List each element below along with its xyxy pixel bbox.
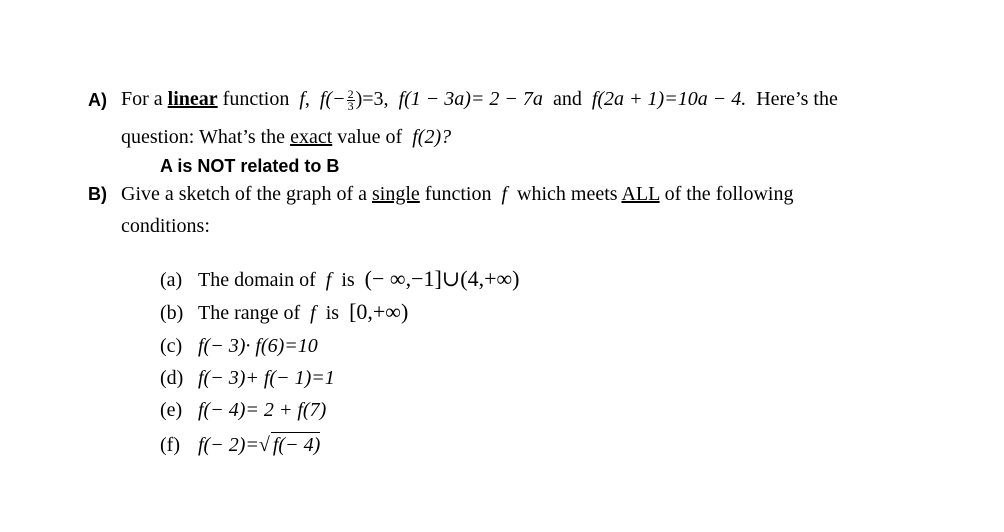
fraction-two-thirds (347, 86, 355, 113)
math-cond1-post: )=3, (355, 88, 389, 110)
condition-tag: (e) (160, 399, 183, 421)
part-a-label: A) (88, 90, 107, 110)
math-f: f (310, 302, 316, 324)
text-of-following: of the following (664, 183, 794, 205)
condition-text: The range of (198, 302, 301, 324)
condition-text: The domain of (198, 269, 316, 291)
math-f: f (299, 88, 305, 110)
math-domain: (− ∞,−1]∪(4,+∞) (364, 266, 520, 291)
math-cond3: f(2a + 1)=10a − 4. (591, 88, 747, 110)
text-for-a: For a (121, 88, 163, 110)
math-expression: f(− 3)+ f(− 1)=1 (198, 367, 335, 389)
math-expression: f(− 4)= 2 + f(7) (198, 399, 327, 421)
part-a-line-1 (121, 87, 838, 112)
text-is: is (325, 302, 340, 324)
text-value-of: value of (337, 126, 403, 148)
text-single: single (372, 183, 420, 205)
fraction-numerator: 2 (347, 86, 354, 101)
part-b-label: B) (88, 184, 107, 204)
comma: , (304, 88, 310, 110)
text-exact: exact (290, 126, 333, 148)
math-expression: f(− 3)· f(6)=10 (198, 335, 318, 357)
part-b-line-1 (121, 182, 793, 206)
text-heres-the: Here’s the (756, 88, 838, 110)
condition-tag: (b) (160, 302, 184, 324)
part-a-line-2 (121, 125, 451, 149)
condition-tag: (c) (160, 335, 183, 357)
text-which-meets: which meets (517, 183, 618, 205)
text-all: ALL (621, 183, 660, 205)
sqrt-symbol: √ (258, 434, 270, 456)
math-sqrt-argument: f(− 4) (272, 434, 321, 456)
math-f: f (325, 269, 332, 291)
text-question: question: What’s the (121, 126, 286, 148)
math-range: [0,+∞) (349, 299, 409, 324)
math-f2: f(2)? (412, 126, 452, 148)
condition-f (160, 432, 320, 457)
condition-d (160, 366, 335, 390)
text-function: function (222, 88, 290, 110)
condition-e (160, 398, 326, 422)
math-f: f (501, 183, 508, 205)
condition-c (160, 334, 318, 358)
fraction-denominator: 3 (347, 98, 354, 113)
separation-note: A is NOT related to B (160, 156, 340, 176)
math-expression: f(− 2)= (198, 434, 259, 456)
math-cond2: f(1 − 3a)= 2 − 7a (398, 88, 543, 110)
text-linear: linear (167, 88, 218, 110)
condition-b (160, 300, 408, 325)
condition-tag: (a) (160, 269, 183, 291)
math-cond1-pre: f(− (319, 88, 346, 110)
condition-tag: (d) (160, 367, 184, 389)
condition-a (160, 267, 519, 292)
text-function: function (424, 183, 492, 205)
text-and: and (552, 88, 582, 110)
part-b-line-2: conditions: (121, 215, 210, 237)
text-is: is (341, 269, 355, 291)
condition-tag: (f) (160, 434, 180, 456)
text-give-sketch: Give a sketch of the graph of a (121, 183, 368, 205)
